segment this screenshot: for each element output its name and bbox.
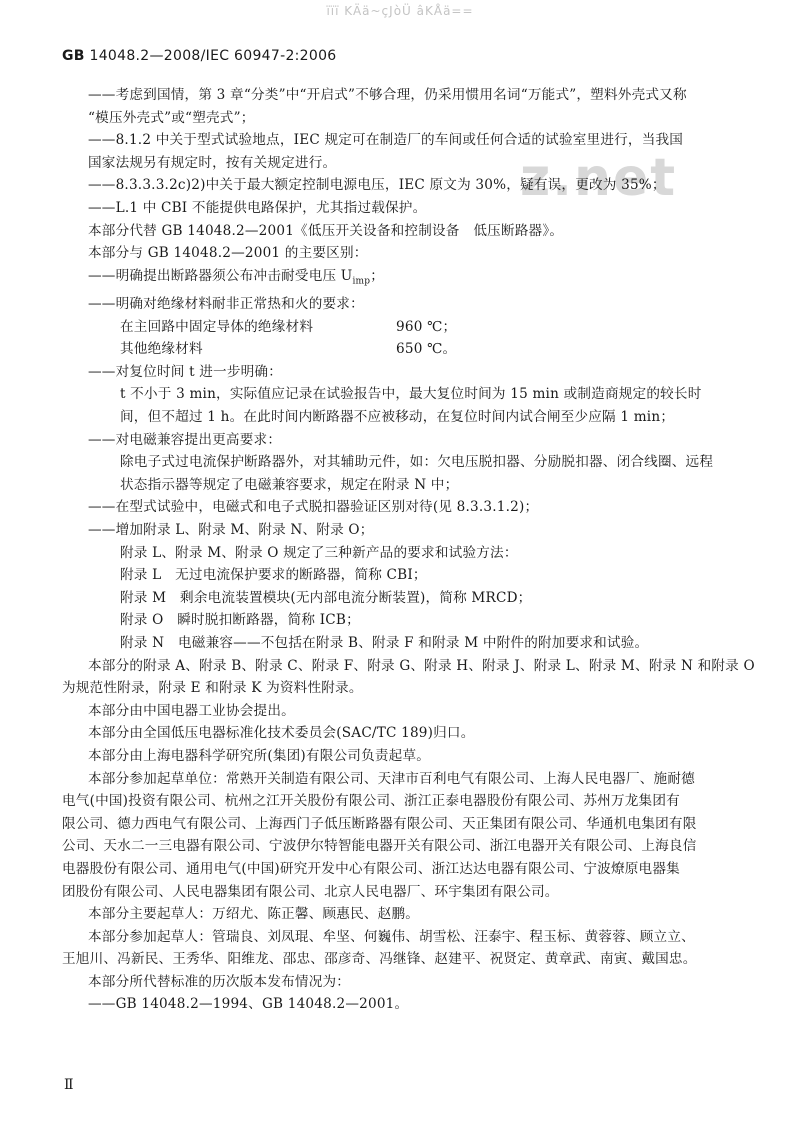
header-rest: 14048.2—2008/IEC 60947-2:2006 — [84, 48, 337, 64]
paragraph-line: 王旭川、冯新民、王秀华、阳维龙、邵忠、邵彦奇、冯继锋、赵建平、祝贤定、黄章武、南寅、戴国忠。 — [62, 951, 697, 968]
paragraph-line: 本部分参加起草人：管瑞良、刘凤琨、牟坚、何巍伟、胡雪松、汪泰宇、程玉标、黄蓉蓉、顾立立、 — [88, 928, 695, 945]
paragraph-line: 本部分由中国电器工业协会提出。 — [88, 702, 295, 719]
watermark-text: z.net — [520, 148, 678, 208]
paragraph-line: t 不小于 3 min，实际值应记录在试验报告中，最大复位时间为 15 min 或制造商规定的较长时 — [120, 386, 702, 403]
insulation-value: 960 ℃； — [396, 318, 457, 335]
paragraph-line: 状态指示器等规定了电磁兼容要求，规定在附录 N 中； — [120, 476, 459, 493]
insulation-row — [62, 316, 748, 339]
paragraph-line: 为规范性附录，附录 E 和附录 K 为资料性附录。 — [62, 680, 363, 697]
insulation-label: 其他绝缘材料 — [120, 341, 203, 358]
annex-item: 附录 M 剩余电流装置模块(无内部电流分断装置)，简称 MRCD； — [120, 589, 532, 606]
paragraph-line: ——对电磁兼容提出更高要求： — [88, 431, 282, 448]
paragraph-line: 本部分主要起草人：万绍尤、陈正馨、顾惠民、赵鹏。 — [88, 906, 420, 923]
paragraph-line: 国家法规另有规定时，按有关规定进行。 — [88, 154, 337, 171]
standard-code-header — [62, 48, 337, 64]
paragraph-line: 电器股份有限公司、通用电气(中国)研究开发中心有限公司、浙江达达电器有限公司、宁波燎原电器集 — [62, 860, 680, 877]
paragraph-line: ——8.1.2 中关于型式试验地点，IEC 规定可在制造厂的车间或任何合适的试验室里进行，当我国 — [88, 132, 684, 149]
paragraph-line: 本部分参加起草单位：常熟开关制造有限公司、天津市百利电气有限公司、上海人民电器厂、施耐德 — [88, 770, 695, 787]
header-code: GB — [62, 48, 85, 64]
uimp-tail: ； — [370, 267, 385, 284]
paragraph-line: 公司、天水二一三电器有限公司、宁波伊尔特智能电器开关有限公司、浙江电器开关有限公司、上海良信 — [62, 838, 697, 855]
paragraph-line: 限公司、德力西电气有限公司、上海西门子低压断路器有限公司、天正集团有限公司、华通机电集团有限 — [62, 815, 697, 832]
paragraph-line: 本部分与 GB 14048.2—2001 的主要区别： — [88, 245, 368, 262]
paragraph-line: ——考虑到国情，第 3 章“分类”中“开启式”不够合理，仍采用惯用名词“万能式”，塑料外壳式又称 — [88, 87, 687, 103]
paragraph-line: ——对复位时间 t 进一步明确： — [88, 363, 283, 380]
annex-item: 附录 L 无过电流保护要求的断路器，简称 CBI； — [120, 567, 427, 584]
paragraph-line: 本部分所代替标准的历次版本发布情况为： — [88, 973, 351, 990]
paragraph-line: ——L.1 中 CBI 不能提供电路保护，尤其指过载保护。 — [88, 199, 427, 216]
paragraph-line: ——增加附录 L、附录 M、附录 N、附录 O； — [88, 522, 374, 538]
paragraph-line: 本部分由上海电器科学研究所(集团)有限公司负责起草。 — [88, 747, 431, 764]
annex-item: 附录 N 电磁兼容——不包括在附录 B、附录 F 和附录 M 中附件的附加要求和试验。 — [120, 634, 649, 651]
insulation-value: 650 ℃。 — [396, 341, 457, 358]
uimp-line — [62, 265, 748, 293]
annex-item: 附录 O 瞬时脱扣断路器，简称 ICB； — [120, 612, 360, 629]
paragraph-line: 本部分的附录 A、附录 B、附录 C、附录 F、附录 G、附录 H、附录 J、附录 L、附录 M、附录 N 和附录 O — [88, 657, 755, 674]
paragraph-line: 间，但不超过 1 h。在此时间内断路器不应被移动，在复位时间内试合闸至少应隔 1 min； — [120, 409, 675, 426]
paragraph-line: 本部分代替 GB 14048.2—2001《低压开关设备和控制设备 低压断路器》。 — [88, 222, 564, 239]
document-body — [62, 84, 755, 1016]
insulation-label: 在主回路中固定导体的绝缘材料 — [120, 318, 314, 335]
uimp-text: ——明确提出断路器须公布冲击耐受电压 U — [88, 267, 353, 284]
paragraph-line: 本部分由全国低压电器标准化技术委员会(SAC/TC 189)归口。 — [88, 725, 475, 742]
paragraph-line: ——明确对绝缘材料耐非正常热和火的要求： — [88, 296, 364, 313]
paragraph-line: 除电子式过电流保护断路器外，对其辅助元件，如：欠电压脱扣器、分励脱扣器、闭合线圈、远程 — [120, 454, 714, 471]
insulation-row — [62, 338, 748, 361]
paragraph-line: “模压外壳式”或“塑壳式”； — [88, 109, 255, 126]
uimp-subscript: imp — [352, 276, 371, 287]
page-number: Ⅱ — [64, 1077, 74, 1093]
paragraph-line: 团股份有限公司、人民电器集团有限公司、北京人民电器厂、环宇集团有限公司。 — [62, 883, 559, 900]
paragraph-line: 电气(中国)投资有限公司、杭州之江开关股份有限公司、浙江正泰电器股份有限公司、苏州万龙集团有 — [62, 793, 680, 810]
paragraph-line: 附录 L、附录 M、附录 O 规定了三种新产品的要求和试验方法： — [120, 544, 518, 561]
paragraph-line: ——在型式试验中，电磁式和电子式脱扣器验证区别对待(见 8.3.3.1.2)； — [88, 499, 539, 516]
top-banner: ïïï KÄä~çJòÜ âKÅä== — [326, 4, 474, 18]
paragraph-line: ——GB 14048.2—1994、GB 14048.2—2001。 — [88, 996, 409, 1013]
paragraph-line: ——8.3.3.3.2c)2)中关于最大额定控制电源电压，IEC 原文为 30%，疑有误，更改为 35%； — [88, 177, 666, 194]
